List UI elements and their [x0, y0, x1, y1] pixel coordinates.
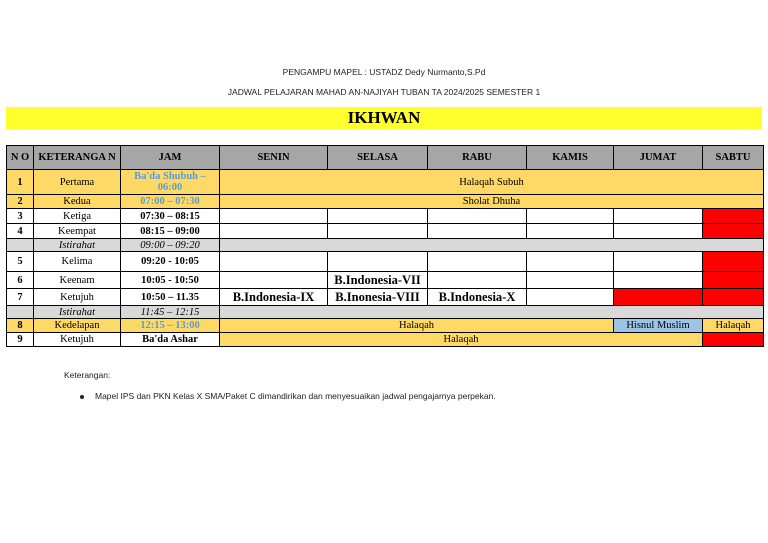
cell-empty [614, 272, 703, 289]
schedule-title: JADWAL PELAJARAN MAHAD AN-NAJIYAH TUBAN TA 2024/2025 SEMESTER 1 [227, 87, 541, 97]
row-keterangan: Ketujuh [34, 333, 121, 347]
table-header-row [7, 146, 764, 170]
col-senin: SENIN [220, 146, 328, 170]
notes-item-text: Mapel IPS dan PKN Kelas X SMA/Paket C dimandirikan dan menyesuaikan jadwal pengajarnya perpekan. [95, 391, 496, 401]
cell-rabu-subject: B.Indonesia-X [428, 289, 527, 306]
row-activity: Halaqah [220, 333, 703, 347]
cell-empty [220, 224, 328, 239]
row-activity: Halaqah Subuh [220, 170, 764, 195]
cell-empty [614, 224, 703, 239]
row-no [7, 306, 34, 319]
row-keterangan: Ketujuh [34, 289, 121, 306]
cell-empty [614, 252, 703, 272]
row-keterangan: Pertama [34, 170, 121, 195]
col-jam: JAM [121, 146, 220, 170]
table-row [7, 209, 764, 224]
row-keterangan: Keempat [34, 224, 121, 239]
col-keterangan: KETERANGA N [34, 146, 121, 170]
row-jam: 10:05 - 10:50 [121, 272, 220, 289]
col-no: N O [7, 146, 34, 170]
cell-empty [527, 209, 614, 224]
table-row [7, 289, 764, 306]
row-no: 9 [7, 333, 34, 347]
col-selasa: SELASA [328, 146, 428, 170]
cell-empty [428, 209, 527, 224]
row-no: 6 [7, 272, 34, 289]
break-span [220, 306, 764, 319]
row-no [7, 239, 34, 252]
col-jumat: JUMAT [614, 146, 703, 170]
cell-selasa-subject: B.Inonesia-VIII [328, 289, 428, 306]
row-jam: 09:20 - 10:05 [121, 252, 220, 272]
cell-empty [527, 272, 614, 289]
cell-holiday [703, 224, 764, 239]
cell-empty [527, 224, 614, 239]
row-keterangan: Ketiga [34, 209, 121, 224]
table-row [7, 272, 764, 289]
row-keterangan: Kelima [34, 252, 121, 272]
row-keterangan: Keenam [34, 272, 121, 289]
cell-empty [428, 252, 527, 272]
row-jam: 07:00 – 07:30 [121, 195, 220, 209]
table-row [7, 170, 764, 195]
cell-empty [428, 272, 527, 289]
schedule-table [6, 145, 764, 347]
row-no: 2 [7, 195, 34, 209]
row-jam: 10:50 – 11.35 [121, 289, 220, 306]
section-title: IKHWAN [6, 107, 762, 129]
cell-empty [220, 209, 328, 224]
cell-holiday [703, 252, 764, 272]
row-activity: Halaqah [220, 319, 614, 333]
cell-empty [220, 272, 328, 289]
break-span [220, 239, 764, 252]
row-no: 1 [7, 170, 34, 195]
row-no: 7 [7, 289, 34, 306]
notes-item [80, 391, 496, 401]
row-activity: Sholat Dhuha [220, 195, 764, 209]
cell-empty [428, 224, 527, 239]
table-row [7, 333, 764, 347]
cell-jumat-activity: Hisnul Muslim [614, 319, 703, 333]
row-jam: 07:30 – 08:15 [121, 209, 220, 224]
cell-empty [527, 252, 614, 272]
cell-empty [328, 224, 428, 239]
teacher-line: PENGAMPU MAPEL : USTADZ Dedy Nurmanto,S.Pd [282, 67, 486, 77]
row-no: 5 [7, 252, 34, 272]
break-row [7, 306, 764, 319]
row-jam: 11:45 – 12:15 [121, 306, 220, 319]
cell-sabtu-activity: Halaqah [703, 319, 764, 333]
col-sabtu: SABTU [703, 146, 764, 170]
cell-holiday [703, 333, 764, 347]
table-row [7, 252, 764, 272]
row-keterangan: Kedelapan [34, 319, 121, 333]
cell-holiday [614, 289, 703, 306]
table-row [7, 195, 764, 209]
row-no: 8 [7, 319, 34, 333]
row-keterangan: Istirahat [34, 239, 121, 252]
cell-selasa-subject: B.Indonesia-VII [328, 272, 428, 289]
cell-empty [614, 209, 703, 224]
cell-empty [527, 289, 614, 306]
row-jam: 09:00 – 09:20 [121, 239, 220, 252]
cell-senin-subject: B.Indonesia-IX [220, 289, 328, 306]
row-no: 3 [7, 209, 34, 224]
table-row [7, 224, 764, 239]
row-jam: 12:15 – 13:00 [121, 319, 220, 333]
cell-holiday [703, 209, 764, 224]
row-no: 4 [7, 224, 34, 239]
row-jam: Ba'da Shubuh – 06:00 [121, 170, 220, 195]
row-jam: Ba'da Ashar [121, 333, 220, 347]
break-row [7, 239, 764, 252]
table-row [7, 319, 764, 333]
cell-empty [328, 209, 428, 224]
notes-label: Keterangan: [64, 370, 111, 380]
cell-empty [328, 252, 428, 272]
cell-empty [220, 252, 328, 272]
col-kamis: KAMIS [527, 146, 614, 170]
bullet-icon [80, 395, 84, 399]
cell-holiday [703, 289, 764, 306]
row-keterangan: Istirahat [34, 306, 121, 319]
col-rabu: RABU [428, 146, 527, 170]
row-jam: 08:15 – 09:00 [121, 224, 220, 239]
cell-holiday [703, 272, 764, 289]
row-keterangan: Kedua [34, 195, 121, 209]
